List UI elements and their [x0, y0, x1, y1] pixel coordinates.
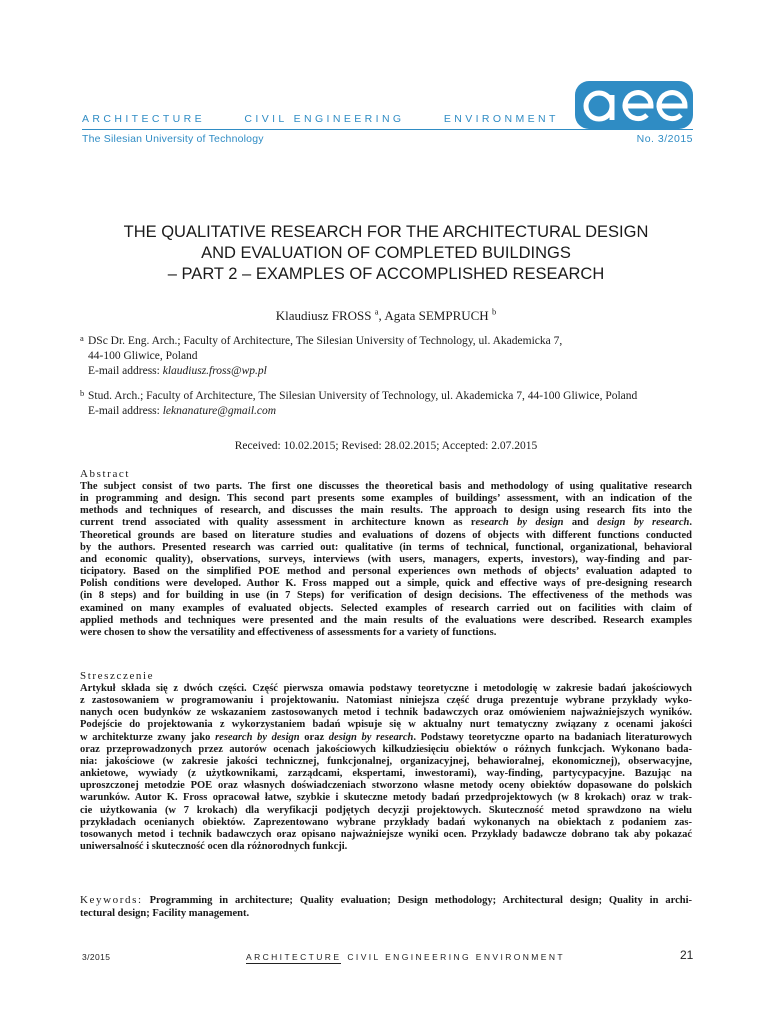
paragraph-line: The subject consist of two parts. The first one discusses the theoretical basis and methodology of using qualitative research	[80, 481, 692, 492]
title-line: THE QUALITATIVE RESEARCH FOR THE ARCHITECTURAL DESIGN	[123, 223, 649, 241]
paragraph-line: warunków. Autor K. Fross opracował łatwe, szybkie i skuteczne metody badań przedprojektowych (w 8 krokach) oraz w trak-	[80, 792, 692, 804]
paragraph-line: nanych ocen budynków ze wskazaniem zastosowanych metod i technik badawczych oraz omówieniem najważniejszych wyników.	[80, 707, 692, 719]
affiliation-b	[80, 389, 692, 419]
affiliation-line: DSc Dr. Eng. Arch.; Faculty of Architecture, The Silesian University of Technology, ul. Akademicka 7,	[88, 335, 563, 347]
paragraph-line: nia: jakościowe (w zakresie jakości technicznej, funkcjonalnej, organizacyjnej, behawioralnej, ekonomicznej), obserwacyjne,	[80, 755, 692, 767]
paragraph-line: uproszczonej metodzie POE oraz własnych doświadczeniach stworzono własne metody oceny obiektów dopasowane do polskich	[80, 780, 692, 792]
footer-journal	[246, 952, 565, 962]
paragraph-line: ankietowe, wywiady (z użytkownikami, zarządcami, ekspertami, inwestorami), way-finding, partycypacyjne. Bazując na	[80, 768, 692, 780]
page-number: 21	[680, 948, 694, 962]
affiliation-line: 44-100 Gliwice, Poland	[88, 350, 198, 362]
affiliation-a	[80, 334, 692, 379]
article-dates: Received: 10.02.2015; Revised: 28.02.2015; Accepted: 2.07.2015	[234, 440, 538, 452]
keywords-label: Keywords:	[80, 894, 143, 906]
author-name: Agata SEMPRUCH	[384, 308, 489, 323]
paragraph-line: and economic quality), observations, surveys, interviews (with users, managers, experts, investors), way-finding and par-	[80, 553, 692, 565]
paragraph-line: tosowanych metod i technik badawczych oraz opisano najważniejsze wyniki ocen. Przykłady badawcze dobrano tak aby pokazać	[80, 828, 692, 840]
keywords	[80, 894, 692, 920]
paragraph-line: (in 8 steps) and for building in use (in 7 Steps) for verification of design decisions. The effectiveness of the methods was	[80, 590, 692, 602]
authors: Klaudiusz FROSS $^a$, Agata SEMPRUCH $^b$	[275, 306, 497, 323]
paragraph-line: cie użytkowania (w 7 krokach) dla weryfikacji podjętych decyzji projektowych. Skuteczność metod sprawdzono na wielu	[80, 804, 692, 816]
paragraph-line: uniwersalność i skuteczność ocen dla różnorodnych funkcji.	[80, 841, 348, 853]
paragraph-line: Artykuł składa się z dwóch części. Część pierwsza omawia podstawy teoretyczne i metodologię w zakresie badań jakościowych	[80, 683, 692, 694]
footer-journal-architecture: ARCHITECTURE	[246, 952, 342, 962]
paragraph-line: examined on many examples of evaluated objects. Selected examples of research carried out on facilities with claim of	[80, 602, 692, 614]
paragraph-line: z zastosowaniem w programowaniu i projektowaniu. Natomiast niniejsza część druga prezentuje wybrane przykłady wyko-	[80, 695, 692, 707]
footer-issue: 3/2015	[82, 952, 111, 962]
author-name: Klaudiusz FROSS	[275, 308, 372, 323]
affiliation-mark: a	[80, 333, 84, 343]
journal-name	[82, 113, 592, 125]
title-line: AND EVALUATION OF COMPLETED BUILDINGS	[201, 244, 571, 262]
keywords-text: tectural design; Facility management.	[80, 908, 250, 919]
paragraph-line: current trend associated with quality assessment in architecture known as research by design and design by research.	[80, 517, 692, 529]
paragraph-line: Podejście do projektowania z wykorzystaniem badań wpisuje się w aktualny nurt tematyczny związany z ocenami jakości	[80, 719, 692, 731]
author-mark: a	[374, 306, 379, 317]
paragraph-line: ticipatory. Based on the simplified POE method and personal experiences own methods of objects’ evaluation adapted to	[80, 566, 692, 578]
paragraph-line: Polish conditions were developed. Author K. Fross mapped out a simple, quick and effective ways of pre-designing research	[80, 578, 692, 590]
abstract-body	[80, 481, 692, 639]
paragraph-line: Theoretical grounds are based on literature studies and evaluations of dozens of objects with different functions conducted	[80, 529, 692, 541]
affiliation-line: Stud. Arch.; Faculty of Architecture, The Silesian University of Technology, ul. Akademicka 7, 44-100 Gliwice, Poland	[88, 390, 638, 402]
paragraph-line: przykładach ocenianych obiektów. Zaprezentowano wybrane przykłady badań wykonanych na obiektach z podaniem zas-	[80, 816, 692, 828]
paragraph-line: w architekturze zwany jako research by design oraz design by research. Podstawy teoretyczne oparto na badaniach literaturowych	[80, 731, 692, 743]
email-label: E-mail address:	[88, 365, 160, 377]
paragraph-line: methods and techniques of research, and discusses the main results. The approach to design using research fits into the	[80, 505, 692, 517]
streszczenie-body	[80, 683, 692, 853]
paragraph-line: were chosen to show the versatility and effectiveness of assessments for a variety of functions.	[80, 626, 497, 638]
footer-journal-rest: CIVIL ENGINEERING ENVIRONMENT	[347, 952, 565, 962]
streszczenie-heading: Streszczenie	[80, 670, 155, 682]
university-name: The Silesian University of Technology	[82, 133, 264, 145]
article-title	[80, 222, 692, 285]
paragraph-line: in programming and design. This second part presents some examples of buildings’ assessment, with an indication of the	[80, 493, 692, 505]
keywords-text: Programming in architecture; Quality evaluation; Design methodology; Architectural design; Quality in archi-	[149, 895, 692, 906]
author-mark: b	[491, 306, 497, 317]
paragraph-line: by the authors. Presented research was carried out: qualitative (in terms of technical, functional, organizational, behavioral	[80, 541, 692, 553]
email-link[interactable]: leknanature@gmail.com	[162, 405, 277, 417]
journal-logo	[575, 81, 693, 129]
title-line: – PART 2 – EXAMPLES OF ACCOMPLISHED RESEARCH	[167, 265, 605, 283]
email-label: E-mail address:	[88, 405, 160, 417]
affiliation-mark: b	[80, 388, 85, 398]
paragraph-line: oraz przeprowadzonych przez autorów ocenach jakościowych kilkudziesięciu obiektów o różnych funkcjach. Wykonano bada-	[80, 743, 692, 755]
abstract-heading: Abstract	[80, 468, 131, 480]
logo-text: aee	[575, 81, 577, 82]
journal-word-architecture: ARCHITECTURE	[82, 113, 206, 125]
header-rule	[82, 129, 693, 130]
issue-number: No. 3/2015	[636, 133, 693, 145]
email-link[interactable]: klaudiusz.fross@wp.pl	[162, 365, 267, 377]
journal-word-environment: ENVIRONMENT	[443, 113, 559, 125]
journal-word-civil-engineering: CIVIL ENGINEERING	[244, 113, 405, 125]
paragraph-line: applied methods and techniques were presented and the main results of the evaluations were described. Research examples	[80, 614, 692, 626]
